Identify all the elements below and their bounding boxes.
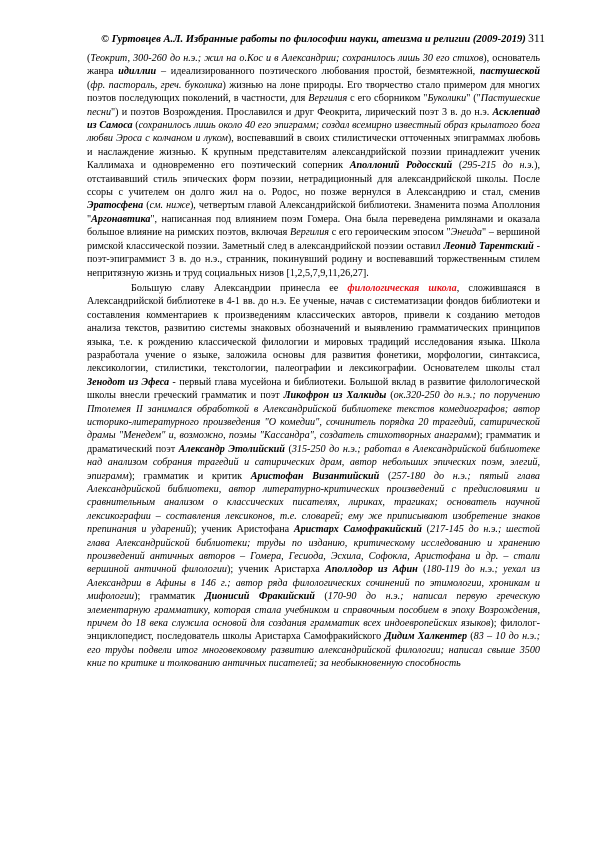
term-idyll: идиллии: [118, 66, 157, 78]
name-leonidas: Леонид Тарентский: [443, 240, 534, 252]
page-number: 311: [528, 33, 545, 45]
name-asclepiades: Асклепиад из Самоса: [87, 106, 540, 132]
title-argonautica: Аргонавтика: [91, 213, 151, 225]
header-title: © Гуртовцев А.Л. Избранные работы по философии науки, атеизма и религии (2009-2019): [101, 34, 526, 45]
paragraph-2: Большую славу Александрии принесла ее филологическая школа, сложившаяся в Александрийской библиотеке в 4-1 вв. до н.э. Ее ученые, начав с систематизации фондов библиотеки и составления комментариев к произведениям классических авторов, привели к созданию методов анализа текстов, развитию системы знаковых обозначений и выявлению грамматических принципов языка, т.е. к рождению классической филологии и мировых традиций исследования языка. Школа разработала учение о языке, заложила основы для развития фонетики, морфологии, синтаксиса, лексикологии, стилистики, текстологии, палеографии и лексикографии. Основателем школы стал Зенодот из Эфеса - первый глава мусейона и библиотеки. Большой вклад в развитие филологической школы внесли греческий грамматик и поэт Ликофрон из Халкиды (ок.320-250 до н.э.; по поручению Птолемея II занимался обработкой в Александрийской библиотеке текстов комедиографов; автор историко-литературного произведения "О комедии", сочинитель порядка 20 трагедий, сатирической драмы "Менедем" и, возможно, поэмы "Кассандра", создатель стихотворных анаграмм); грамматик и драматический поэт Александр Этолийский (315-250 до н.э.; работал в Александрийской библиотеке над анализом собрания трагедий и сатирических драм, автор небольших эпических поэм, элегий, эпиграмм); грамматик и критик Аристофан Византийский (257-180 до н.э.; пятый глава Александрийской библиотеки, автор литературно-критических произведений с предисловиями и сравнительным анализом о классических писателях, лириках, трагиках; основатель научной лексикографии – составления лексиконов, т.е. словарей; ему же приписывают изобретение знаков препинания и ударений); ученик Аристофана Аристарх Самофракийский (217-145 до н.э.; шестой глава Александрийской библиотеки; труды по изданию, критическому исследованию и хранению произведений античных авторов – Гомера, Гесиода, Эсхила, Софокла, Аристофана и др. – стали вершиной античной филологии); ученик Аристарха Аполлодор из Афин (180-119 до н.э.; уехал из Александрии в Афины в 146 г.; автор ряда филологических сочинений по этимологии, хроникам и мифологии); грамматик Дионисий Фракийский (170-90 до н.э.; написал первую греческую элементарную грамматику, которая стала учебником и справочным пособием в эпоху Возрождения, причем до 18 века служила основой для создания грамматик всех индоевропейских языков); филолог-энциклопедист, последователь школы Аристарха Самофракийского Дидим Халкентер (83 – 10 до н.э.; его труды подвели итог многовековому развитию александрийской филологии; написал свыше 3500 книг по критике и толкованию античных писателей; за необыкновенную способность: [87, 282, 541, 670]
name-eratosthenes: Эратосфена: [87, 200, 144, 212]
name-apollodorus: Аполлодор из Афин: [325, 564, 418, 576]
term-philological-school: филологическая школа: [347, 282, 457, 294]
term-pastoral: пастушеской: [479, 66, 540, 78]
name-aristarchus: Аристарх Самофракийский: [293, 524, 422, 536]
name-dionysius-thrax: Дионисий Фракийский: [204, 591, 315, 603]
name-lycophron: Ликофрон из Халкиды: [283, 390, 387, 402]
name-alexander-aetolus: Александр Этолийский: [178, 443, 285, 455]
paragraph-1: (Теокрит, 300-260 до н.э.; жил на о.Кос и в Александрии; сохранилось лишь 30 его стихов), основатель жанра идиллии – идеализированного поэтического любования простой, безмятежной, пастушеской (фр. пастораль, греч. буколика) жизнью на лоне природы. Его творчество стало примером для многих поэтов последующих поколений, в частности, для Вергилия с его сборником "Буколики" ("Пастушеские песни") и поэтов Возрождения. Прославился и друг Феокрита, лирический поэт 3 в. до н.э. Асклепиад из Самоса (сохранилось лишь около 40 его эпиграмм; создал всемирно известный образ крылатого бога любви Эроса с колчаном и луком), воспевавший в своих стилистически отточенных эпиграммах любовь и наслаждение жизнью. К крупным представителям александрийской поэзии принадлежит ученик Каллимаха и одновременно его поэтический соперник Аполлоний Родосский (295-215 до н.э.), отстаивавший стиль эпических форм поэзии, нетрадиционный для александрийской школы. После ссоры с учителем он долго жил на о. Родос, но позже вернулся в Александрию и стал, сменив Эратосфена (см. ниже), четвертым главой Александрийской библиотеки. Знаменита поэма Аполлония "Аргонавтика", написанная под влиянием поэм Гомера. Она была переведена римлянами и оказала большое влияние на римских поэтов, включая Вергилия с его героическим эпосом "Энеида" – вершиной римской классической поэзии. Заметный след в александрийской поэзии оставил Леонид Тарентский - поэт-эпиграммист 3 в. до н.э., странник, покинувший родину и воспевавший торжественным стилем непритязную жизнь и труд социальных низов [1,2,5,7,9,11,26,27].: [87, 53, 541, 279]
body-text: [87, 52, 540, 671]
name-apollonius: Аполлоний Родосский: [349, 160, 453, 172]
running-header: [90, 33, 545, 45]
name-aristophanes: Аристофан Византийский: [250, 470, 380, 482]
name-didymus: Дидим Халкентер: [384, 631, 468, 643]
name-zenodotus: Зенодот из Эфеса: [87, 376, 170, 388]
